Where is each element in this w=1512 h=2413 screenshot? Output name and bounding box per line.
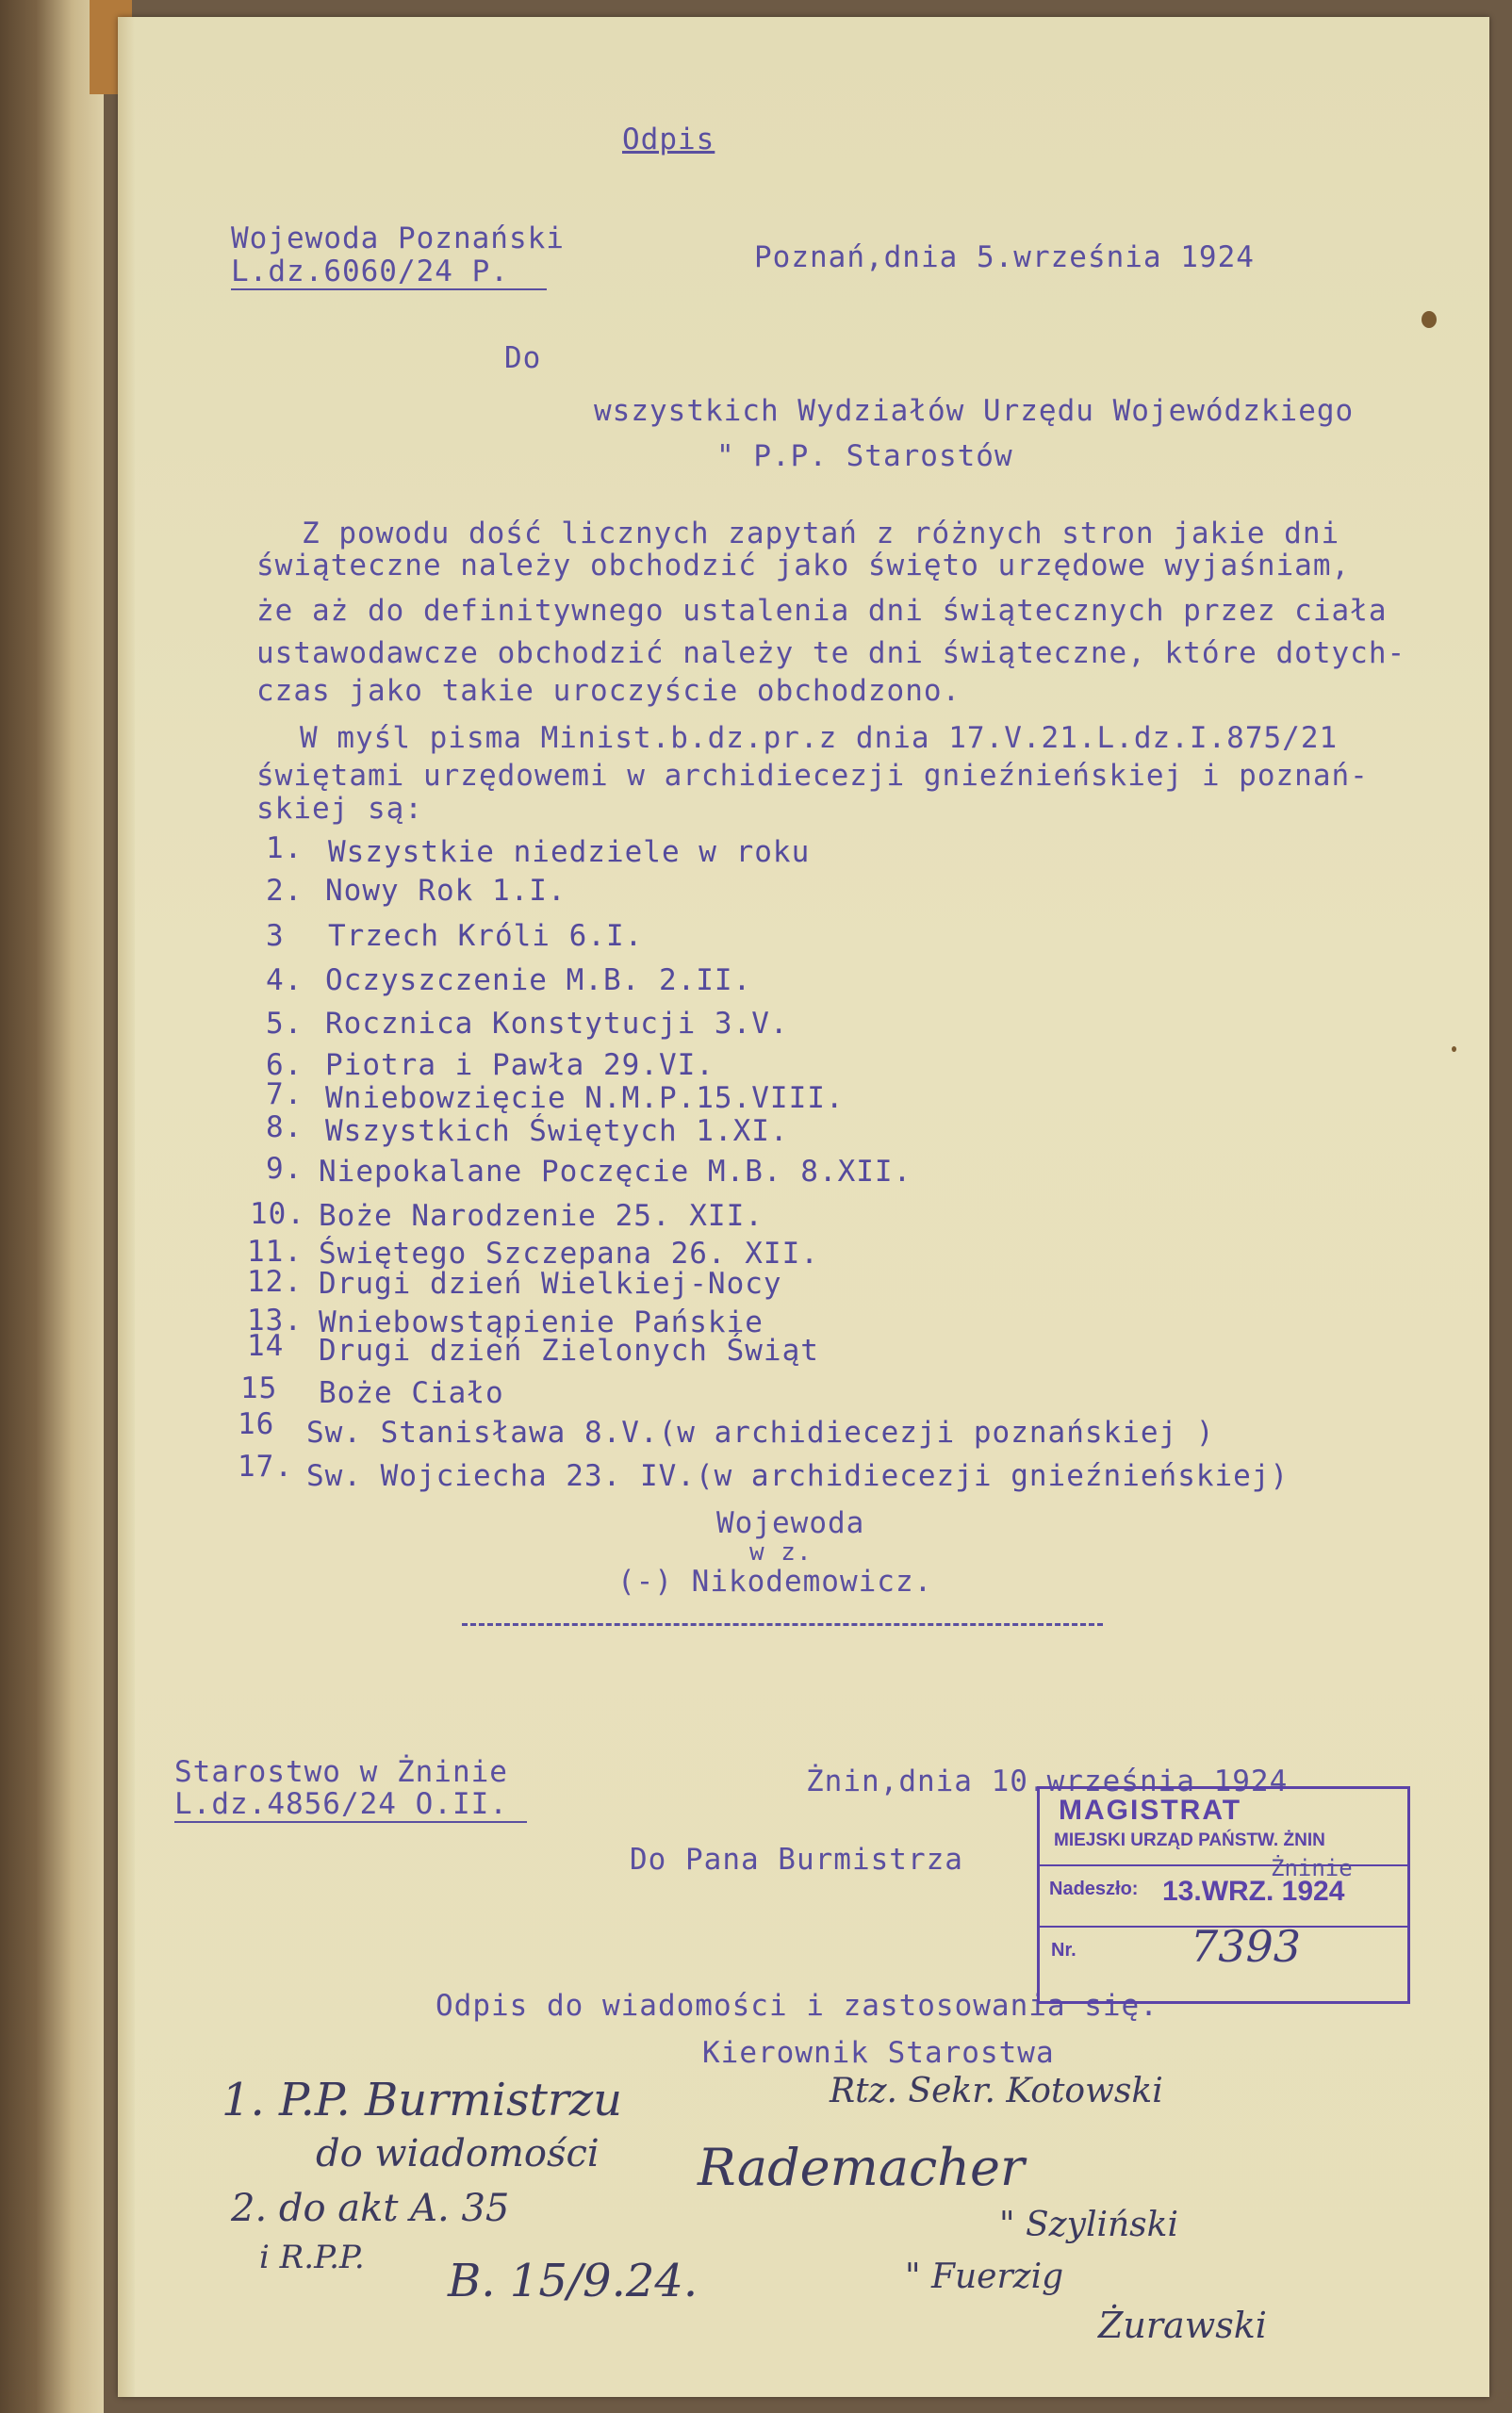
body-line: czas jako takie uroczyście obchodzono. <box>256 674 961 708</box>
stamp-received-label: Nadeszło: <box>1049 1879 1139 1899</box>
addressee-line-2: " P.P. Starostów <box>716 439 1013 473</box>
handwritten-note-5: B. 15/9.24. <box>448 2255 698 2307</box>
holiday-number: 8. <box>266 1110 304 1144</box>
ink-stain <box>1422 311 1437 328</box>
holiday-number: 3 <box>266 919 285 953</box>
stamp-city: Żninie <box>1271 1855 1353 1881</box>
holiday-item: Wszystkich Świętych 1.XI. <box>325 1114 789 1148</box>
office-addressee: Do Pana Burmistrza <box>630 1843 963 1877</box>
holiday-item: Trzech Króli 6.I. <box>328 919 644 953</box>
holiday-item: Wniebowzięcie N.M.P.15.VIII. <box>325 1081 845 1115</box>
holiday-number: 6. <box>266 1048 304 1082</box>
holiday-number: 15 <box>240 1371 278 1405</box>
handwritten-signature-3: " Szyliński <box>999 2206 1178 2244</box>
addressee-line-1: wszystkich Wydziałów Urzędu Wojewódzkiego <box>594 394 1355 428</box>
holiday-item: Drugi dzień Zielonych Świąt <box>319 1334 819 1368</box>
holiday-number: 16 <box>238 1407 275 1441</box>
holiday-item: Wszystkie niedziele w roku <box>328 835 811 869</box>
holiday-item: Niepokalane Poczęcie M.B. 8.XII. <box>319 1155 912 1189</box>
body-line: że aż do definitywnego ustalenia dni świątecznych przez ciała <box>256 594 1388 628</box>
body-line: Z powodu dość licznych zapytań z różnych stron jakie dni <box>302 517 1340 550</box>
office-head: Kierownik Starostwa <box>702 2036 1055 2070</box>
holiday-item: Boże Ciało <box>319 1376 504 1410</box>
holiday-item: Świętego Szczepana 26. XII. <box>319 1237 819 1271</box>
holiday-item: Boże Narodzenie 25. XII. <box>319 1199 764 1233</box>
holiday-item: Rocznica Konstytucji 3.V. <box>325 1007 789 1041</box>
stamp-number: 7393 <box>1191 1921 1302 1972</box>
body-line: W myśl pisma Minist.b.dz.pr.z dnia 17.V.21.L.dz.I.875/21 <box>300 721 1339 755</box>
holiday-number: 5. <box>266 1007 304 1041</box>
body-line: ustawodawcze obchodzić należy te dni świąteczne, które dotych- <box>256 636 1406 670</box>
holiday-number: 12. <box>247 1265 303 1299</box>
addressee-label: Do <box>504 341 542 375</box>
issuer: Wojewoda Poznański <box>231 222 565 255</box>
holiday-item: Sw. Wojciecha 23. IV.(w archidiecezji gnieźnieńskiej) <box>306 1459 1290 1493</box>
holiday-number: 10. <box>250 1197 305 1231</box>
holiday-number: 2. <box>266 874 304 908</box>
magistrate-stamp <box>1037 1786 1410 2004</box>
signature-name: (-) Nikodemowicz. <box>617 1565 933 1599</box>
stamp-date: 13.WRZ. 1924 <box>1162 1876 1345 1907</box>
holiday-number: 14 <box>247 1329 285 1363</box>
holiday-item: Piotra i Pawła 29.VI. <box>325 1048 715 1082</box>
holiday-item: Sw. Stanisława 8.V.(w archidiecezji poznańskiej ) <box>306 1416 1215 1450</box>
holiday-item: Drugi dzień Wielkiej-Nocy <box>319 1267 782 1301</box>
holiday-number: 9. <box>266 1152 304 1186</box>
office-note: Odpis do wiadomości i zastosowania się. <box>436 1989 1159 2023</box>
signature-role: Wojewoda <box>716 1506 865 1540</box>
body-line: skiej są: <box>256 792 423 826</box>
office-name: Starostwo w Żninie <box>174 1755 508 1789</box>
stamp-line-2: MIEJSKI URZĄD PAŃSTW. ŻNIN <box>1054 1830 1325 1850</box>
body-line: świętami urzędowemi w archidiecezji gnieźnieńskiej i poznań- <box>256 759 1369 793</box>
handwritten-signature-2: Rademacher <box>698 2138 1025 2197</box>
holiday-item: Wniebowstąpienie Pańskie <box>319 1305 764 1339</box>
document-title: Odpis <box>622 123 715 156</box>
handwritten-note-3: 2. do akt A. 35 <box>231 2187 510 2230</box>
handwritten-signature-5: Żurawski <box>1098 2305 1267 2346</box>
holiday-number: 1. <box>266 831 304 865</box>
holiday-number: 11. <box>247 1235 303 1269</box>
handwritten-note-4: i R.P.P. <box>259 2239 365 2276</box>
office-place-date: Żnin,dnia 10.września 1924 <box>806 1765 1289 1798</box>
stamp-line-1: MAGISTRAT <box>1059 1795 1242 1826</box>
place-date: Poznań,dnia 5.września 1924 <box>754 240 1255 274</box>
reference-number: L.dz.6060/24 P. <box>231 254 547 290</box>
stamp-number-label: Nr. <box>1051 1940 1076 1961</box>
signature-wz: w z. <box>749 1538 813 1567</box>
folder-binding <box>0 0 104 2413</box>
handwritten-note-2: do wiadomości <box>316 2132 600 2175</box>
handwritten-note-1: 1. P.P. Burmistrzu <box>222 2074 623 2126</box>
holiday-item: Oczyszczenie M.B. 2.II. <box>325 963 752 997</box>
body-line: świąteczne należy obchodzić jako święto urzędowe wyjaśniam, <box>256 549 1351 583</box>
office-reference: L.dz.4856/24 O.II. <box>174 1787 527 1823</box>
holiday-number: 13. <box>247 1304 303 1338</box>
ink-stain <box>1452 1046 1456 1052</box>
holiday-number: 17. <box>238 1450 293 1484</box>
handwritten-signature-1: Rtz. Sekr. Kotowski <box>830 2072 1163 2110</box>
dashed-separator <box>462 1623 1103 1626</box>
holiday-number: 7. <box>266 1077 304 1111</box>
holiday-number: 4. <box>266 963 304 997</box>
paper-edge <box>118 17 135 2397</box>
holiday-item: Nowy Rok 1.I. <box>325 874 567 908</box>
handwritten-signature-4: " Fuerzig <box>905 2257 1064 2296</box>
